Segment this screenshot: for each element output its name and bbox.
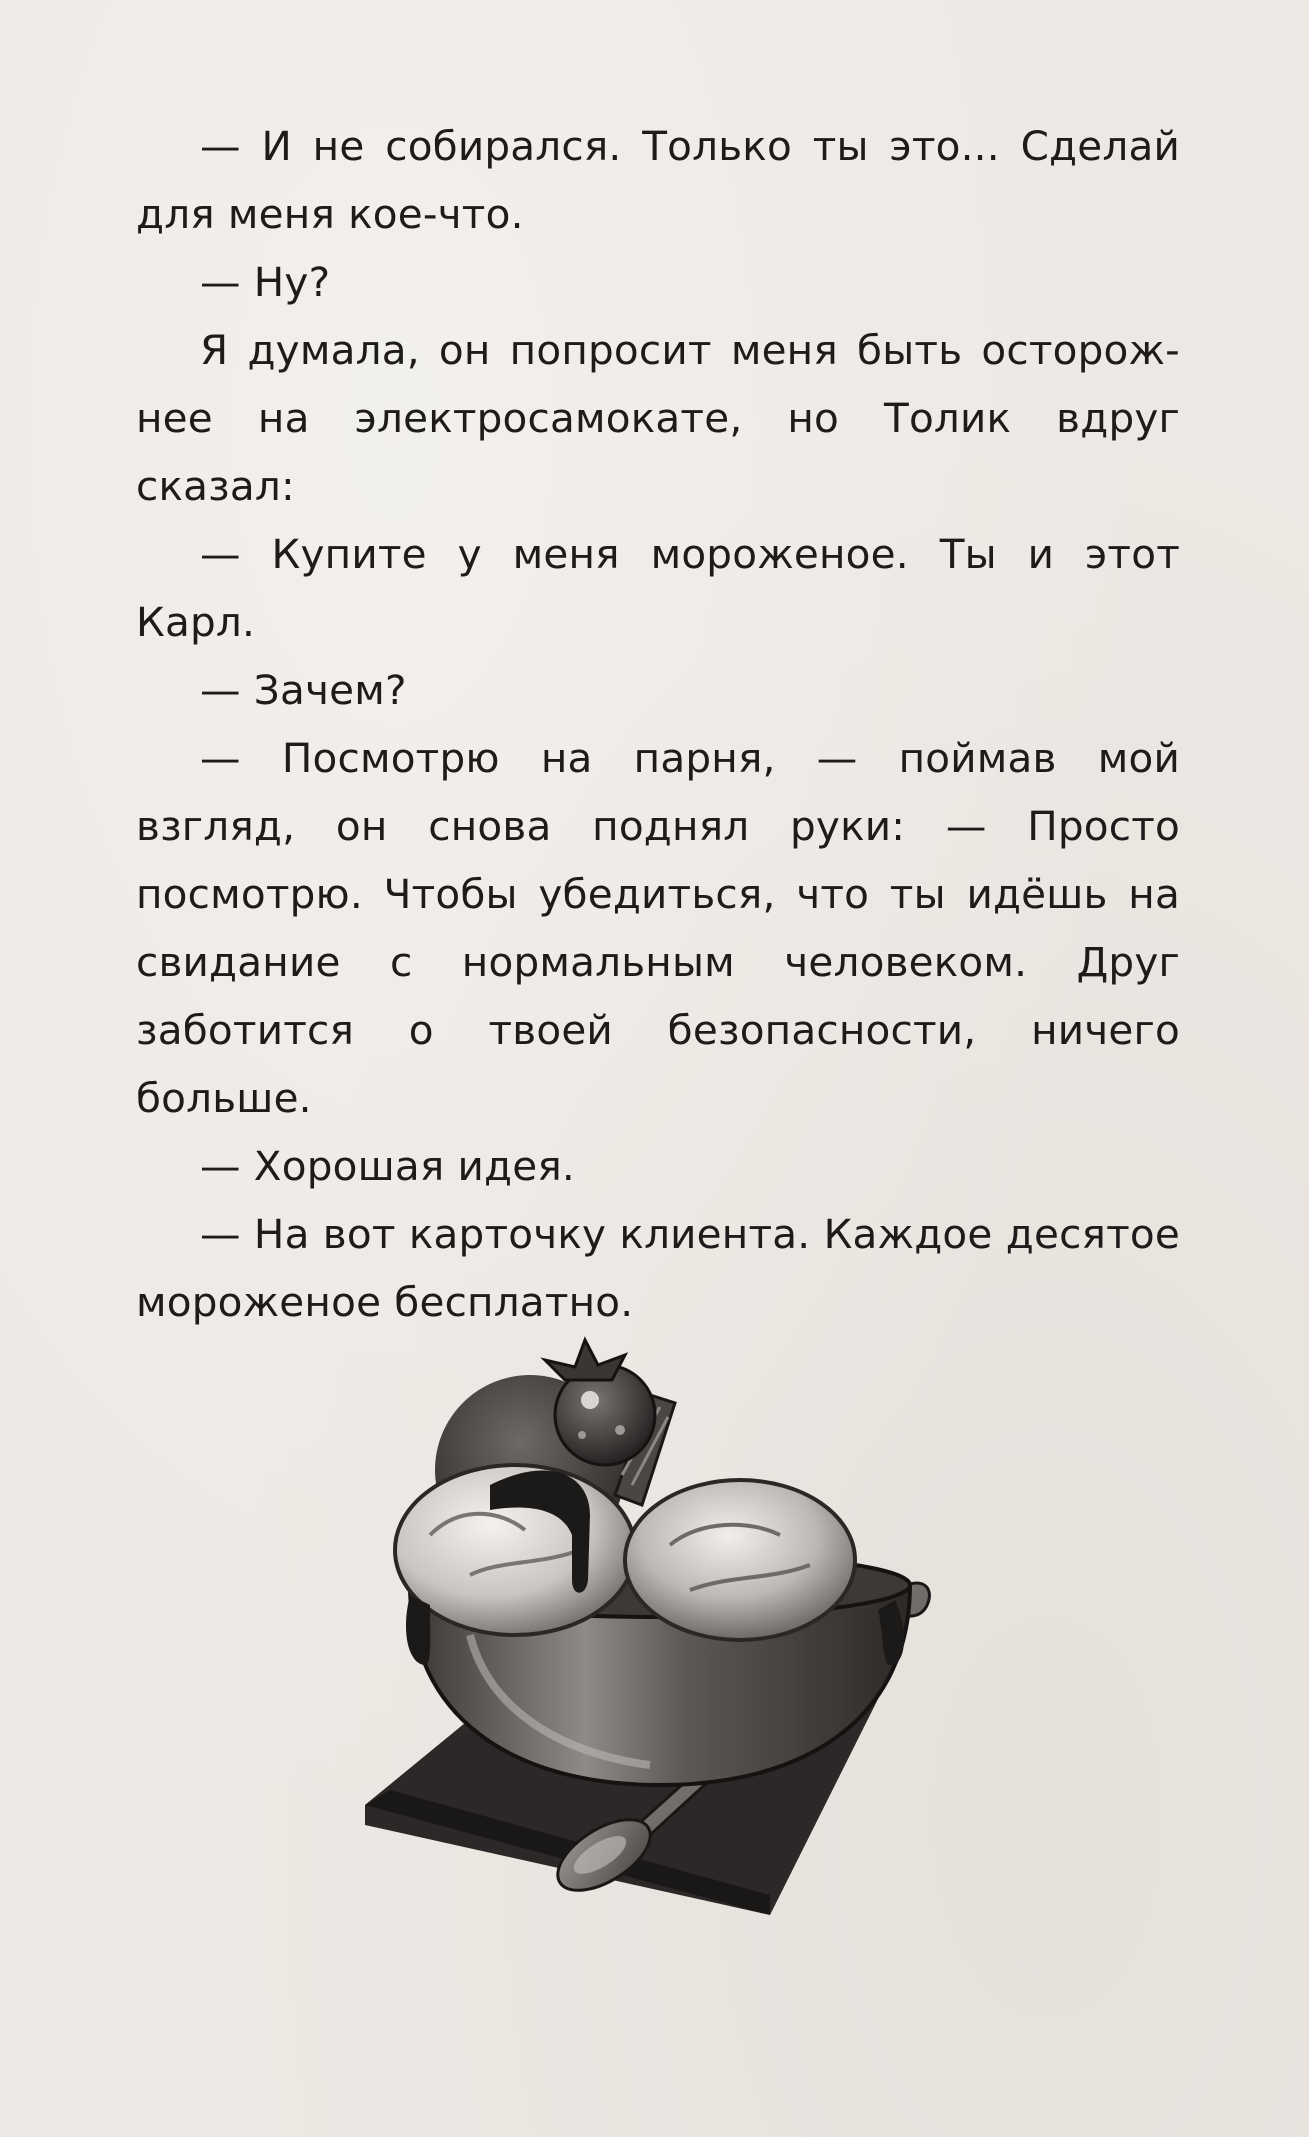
paragraph-5: — Зачем? [200,666,407,714]
paragraph-7: — Хорошая идея. [200,1142,575,1190]
paragraph-6: — Посмотрю на парня, — поймав мой взгляд, он снова поднял руки: — Просто посмотрю. Чтобы убедиться, что ты идёшь на свидание с нормальным человеком. Друг заботится о твоей безопасности, ничего больше. [136,734,1180,1122]
paragraph-3: Я думала, он попросит меня быть осторож-нее на электросамокате, но Толик вдруг сказал: [136,326,1180,510]
paragraph-2: — Ну? [200,258,331,306]
paragraph-1: — И не собирался. Только ты это... Сделай для меня кое-что. [136,122,1180,238]
paragraph-8: — На вот карточку клиента. Каждое десятое мороженое бесплатно. [136,1210,1180,1326]
page-text [136,112,1180,1336]
ice-cream-sundae-icon [350,1335,970,1920]
paragraph-4: — Купите у меня мороженое. Ты и этот Карл. [136,530,1180,646]
